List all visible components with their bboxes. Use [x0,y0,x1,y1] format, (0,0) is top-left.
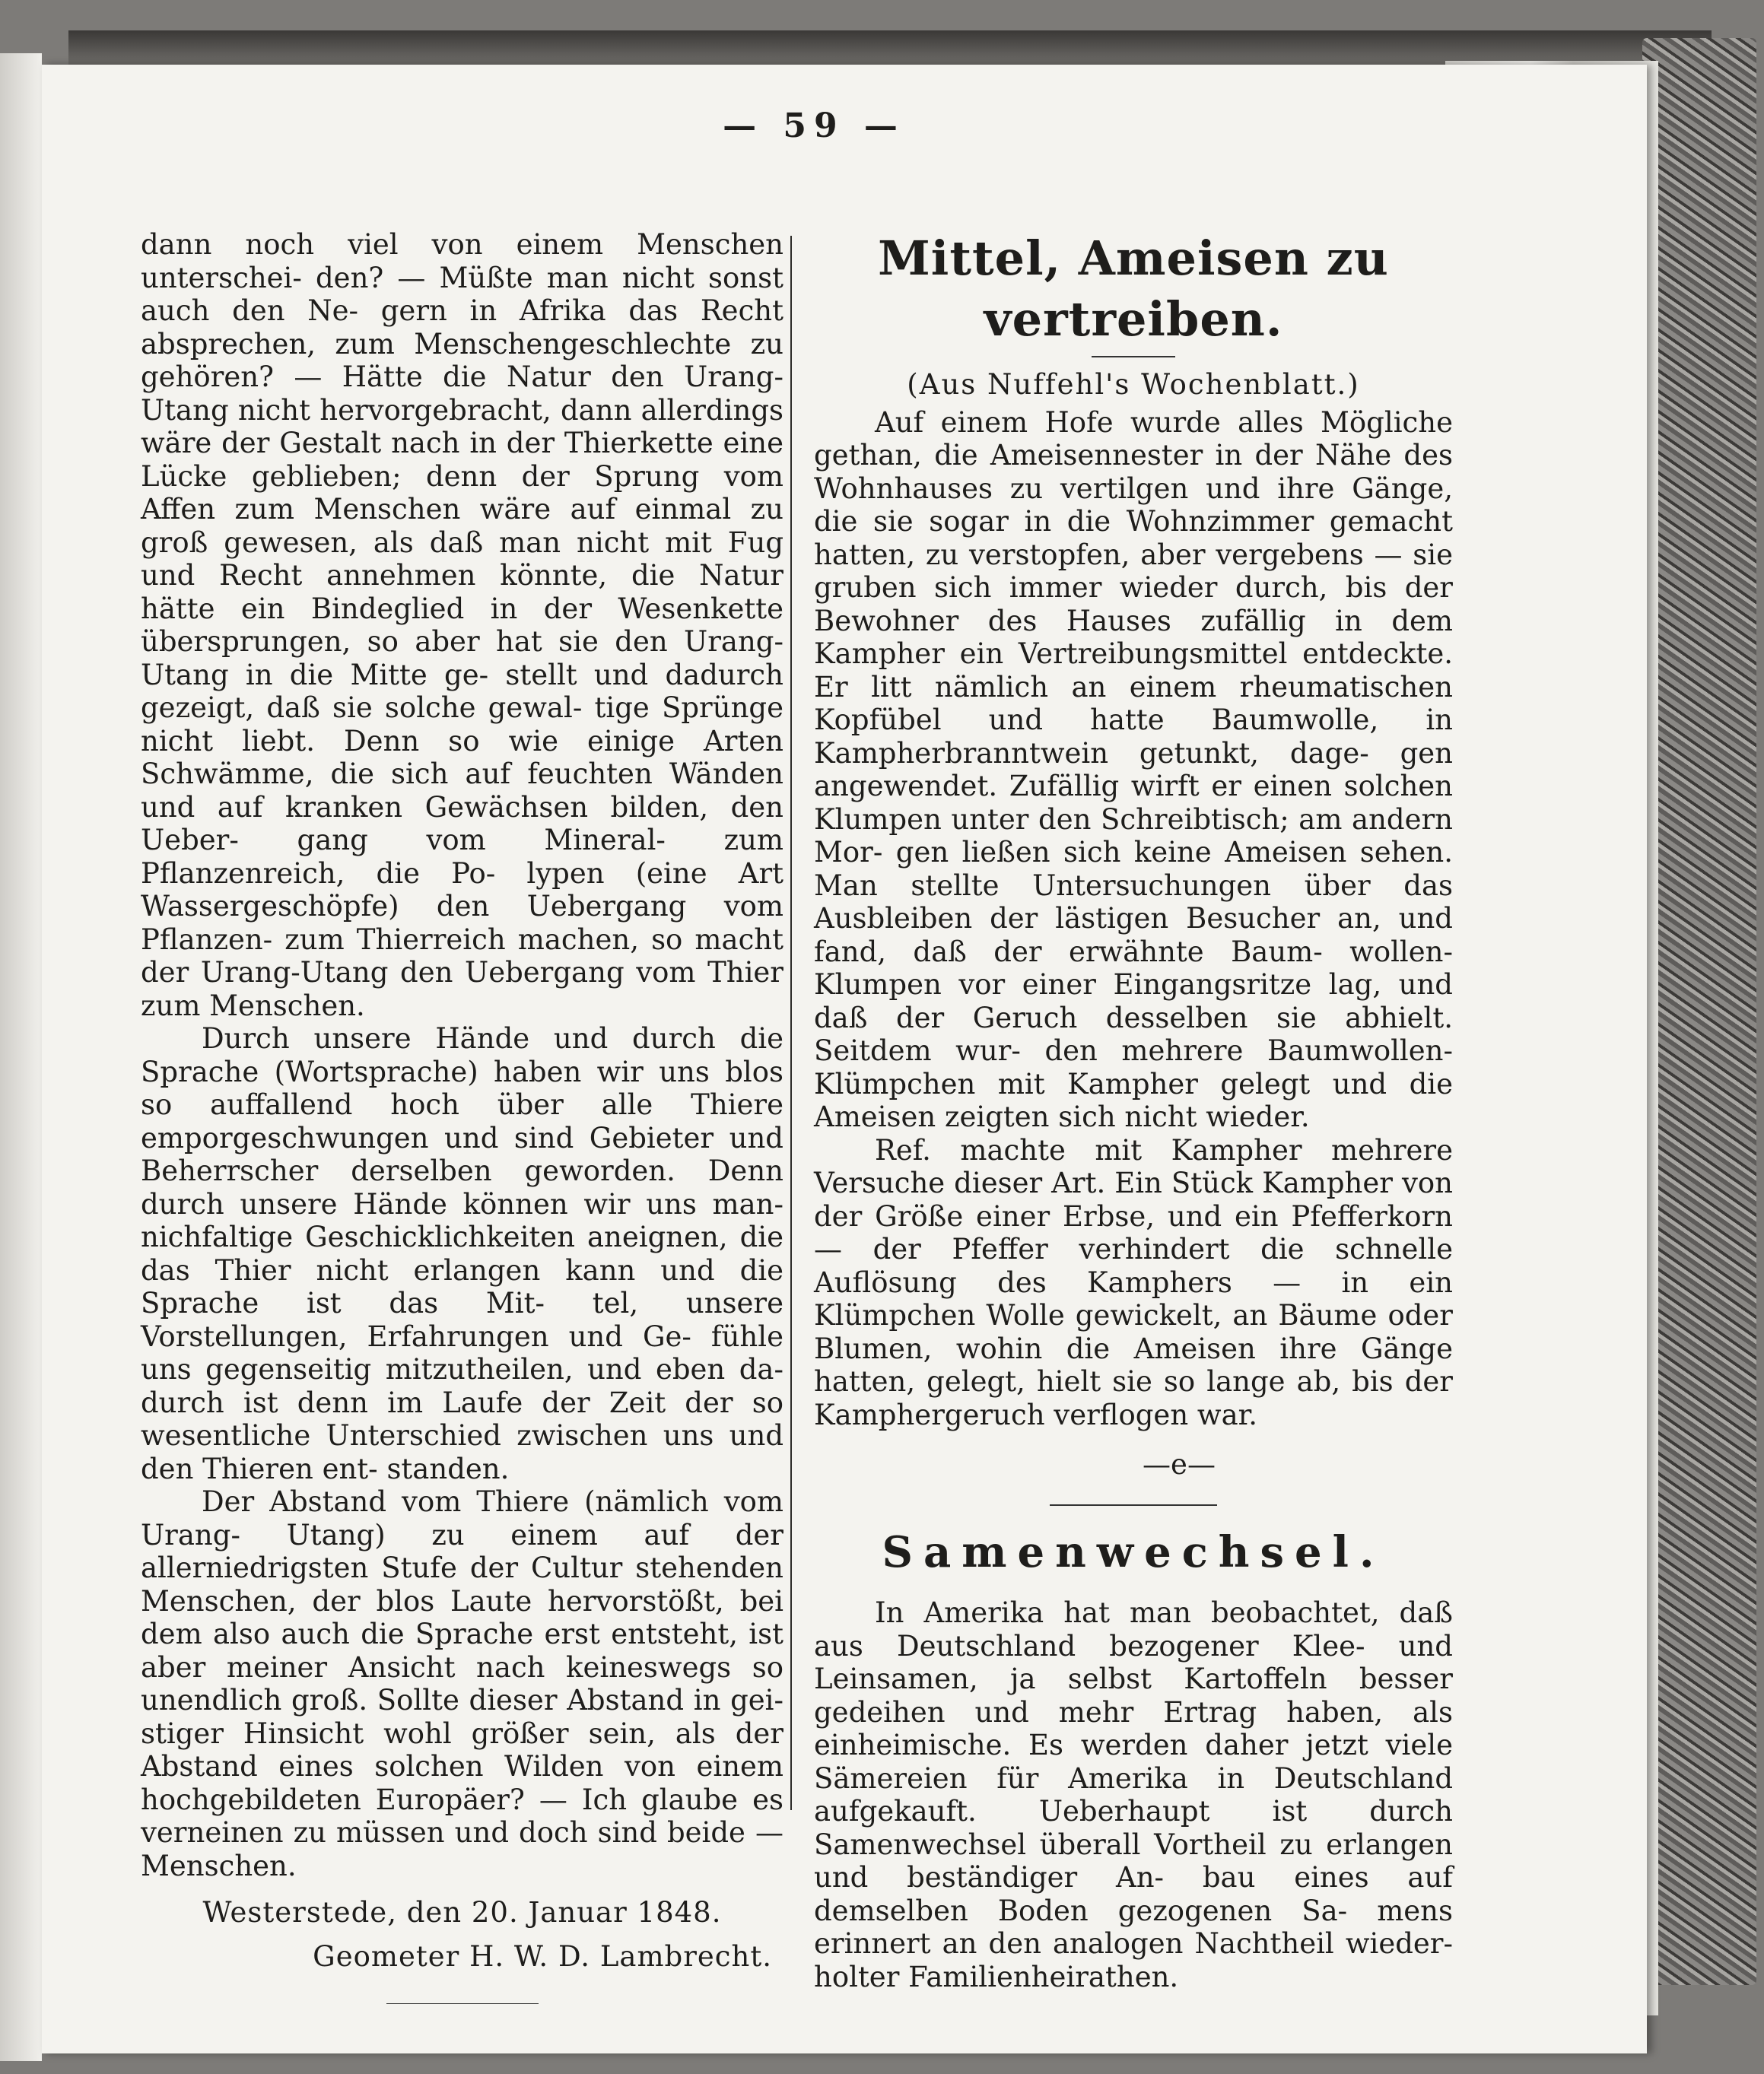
article-source: (Aus Nuffehl's Wochenblatt.) [907,368,1360,401]
left-column [141,228,783,2004]
column-divider [790,236,792,1810]
article-title: Mittel, Ameisen zu vertreiben. [878,230,1389,347]
left-paragraph-2: Durch unsere Hände und durch die Sprache (Wortsprache) haben wir uns blos so auffallend hoch über alle Thiere emporgeschwungen und sind Gebieter und Beherrscher derselben geworden. Denn durch unsere Hände können wir uns man- nichfaltige Geschicklichkeiten aneignen, die das Thier nicht erlangen kann und die Sprache ist das Mit- tel, unsere Vorstellungen, Erfahrungen und Ge- fühle uns gegenseitig mitzutheilen, und eben da- durch ist denn im Laufe der Zeit der so wesentliche Unterschied zwischen uns und den Thieren ent- standen. [141,1022,783,1485]
section-rule [1050,1504,1217,1506]
place-date: Westerstede, den 20. Januar 1848. [202,1896,722,1929]
signature: Geometer H. W. D. Lambrecht. [313,1939,772,1973]
article2-title: Samenwechsel. [882,1526,1385,1577]
article-paragraph-1: Auf einem Hofe wurde alles Mögliche gethan, die Ameisennester in der Nähe des Wohnhauses zu vertilgen und ihre Gänge, die sie sogar in die Wohnzimmer gemacht hatten, zu verstopfen, aber vergebens — sie gruben sich immer wieder durch, bis der Bewohner des Hauses zufällig in dem Kampher ein Vertreibungsmittel entdeckte. Er litt nämlich an einem rheumatischen Kopfübel und hatte Baumwolle, in Kampherbranntwein getunkt, dage- gen angewendet. Zufällig wirft er einen solchen Klumpen unter den Schreibtisch; am andern Mor- gen ließen sich keine Ameisen sehen. Man stellte Untersuchungen über das Ausbleiben der lästigen Besucher an, und fand, daß der erwähnte Baum- wollen-Klumpen vor einer Eingangsritze lag, und daß der Geruch desselben sie abhielt. Seitdem wur- den mehrere Baumwollen-Klümpchen mit Kampher gelegt und die Ameisen zeigten sich nicht wieder. [814,405,1453,1133]
title-rule [1092,356,1175,357]
left-paragraph-1: dann noch viel von einem Menschen unterschei- den? — Müßte man nicht sonst auch den Ne- gern in Afrika das Recht absprechen, zum Menschengeschlechte zu gehören? — Hätte die Natur den Urang-Utang nicht hervorgebracht, dann allerdings wäre der Gestalt nach in der Thierkette eine Lücke geblieben; denn der Sprung vom Affen zum Menschen wäre auf einmal zu groß gewesen, als daß man nicht mit Fug und Recht annehmen könnte, die Natur hätte ein Bindeglied in der Wesenkette übersprungen, so aber hat sie den Urang-Utang in die Mitte ge- stellt und dadurch gezeigt, daß sie solche gewal- tige Sprünge nicht liebt. Denn so wie einige Arten Schwämme, die sich auf feuchten Wänden und auf kranken Gewächsen bilden, den Ueber- gang vom Mineral- zum Pflanzenreich, die Po- lypen (eine Art Wassergeschöpfe) den Uebergang vom Pflanzen- zum Thierreich machen, so macht der Urang-Utang den Uebergang vom Thier zum Menschen. [141,228,783,1022]
article-paragraph-2: Ref. machte mit Kampher mehrere Versuche dieser Art. Ein Stück Kampher von der Größe einer Erbse, und ein Pfefferkorn — der Pfeffer verhindert die schnelle Auflösung des Kamphers — in ein Klümpchen Wolle gewickelt, an Bäume oder Blumen, wohin die Ameisen ihre Gänge hatten, gelegt, hielt sie so lange ab, bis der Kamphergeruch verflogen war. [814,1133,1453,1431]
author-mark: —e— [1143,1448,1216,1481]
end-rule [386,2003,539,2004]
marbled-book-edge [1642,38,1756,1985]
page-number: — 59 — [723,106,905,145]
article2-paragraph-1: In Amerika hat man beobachtet, daß aus Deutschland bezogener Klee- und Leinsamen, ja selbst Kartoffeln besser gedeihen und mehr Ertrag haben, als einheimische. Es werden daher jetzt viele Sämereien für Amerika in Deutschland aufgekauft. Ueberhaupt ist durch Samenwechsel überall Vortheil zu erlangen und beständiger An- bau eines auf demselben Boden gezogenen Sa- mens erinnert an den analogen Nachtheil wieder- holter Familienheirathen. [814,1596,1453,1993]
right-column [814,228,1453,1993]
left-paragraph-3: Der Abstand vom Thiere (nämlich vom Urang- Utang) zu einem auf der allerniedrigsten Stufe der Cultur stehenden Menschen, der blos Laute hervorstößt, bei dem also auch die Sprache erst entsteht, ist aber meiner Ansicht nach keineswegs so unendlich groß. Sollte dieser Abstand in gei- stiger Hinsicht wohl größer sein, als der Abstand eines solchen Wilden von einem hochgebildeten Europäer? — Ich glaube es verneinen zu müssen und doch sind beide — Menschen. [141,1485,783,1882]
left-page-sliver [0,53,42,2061]
